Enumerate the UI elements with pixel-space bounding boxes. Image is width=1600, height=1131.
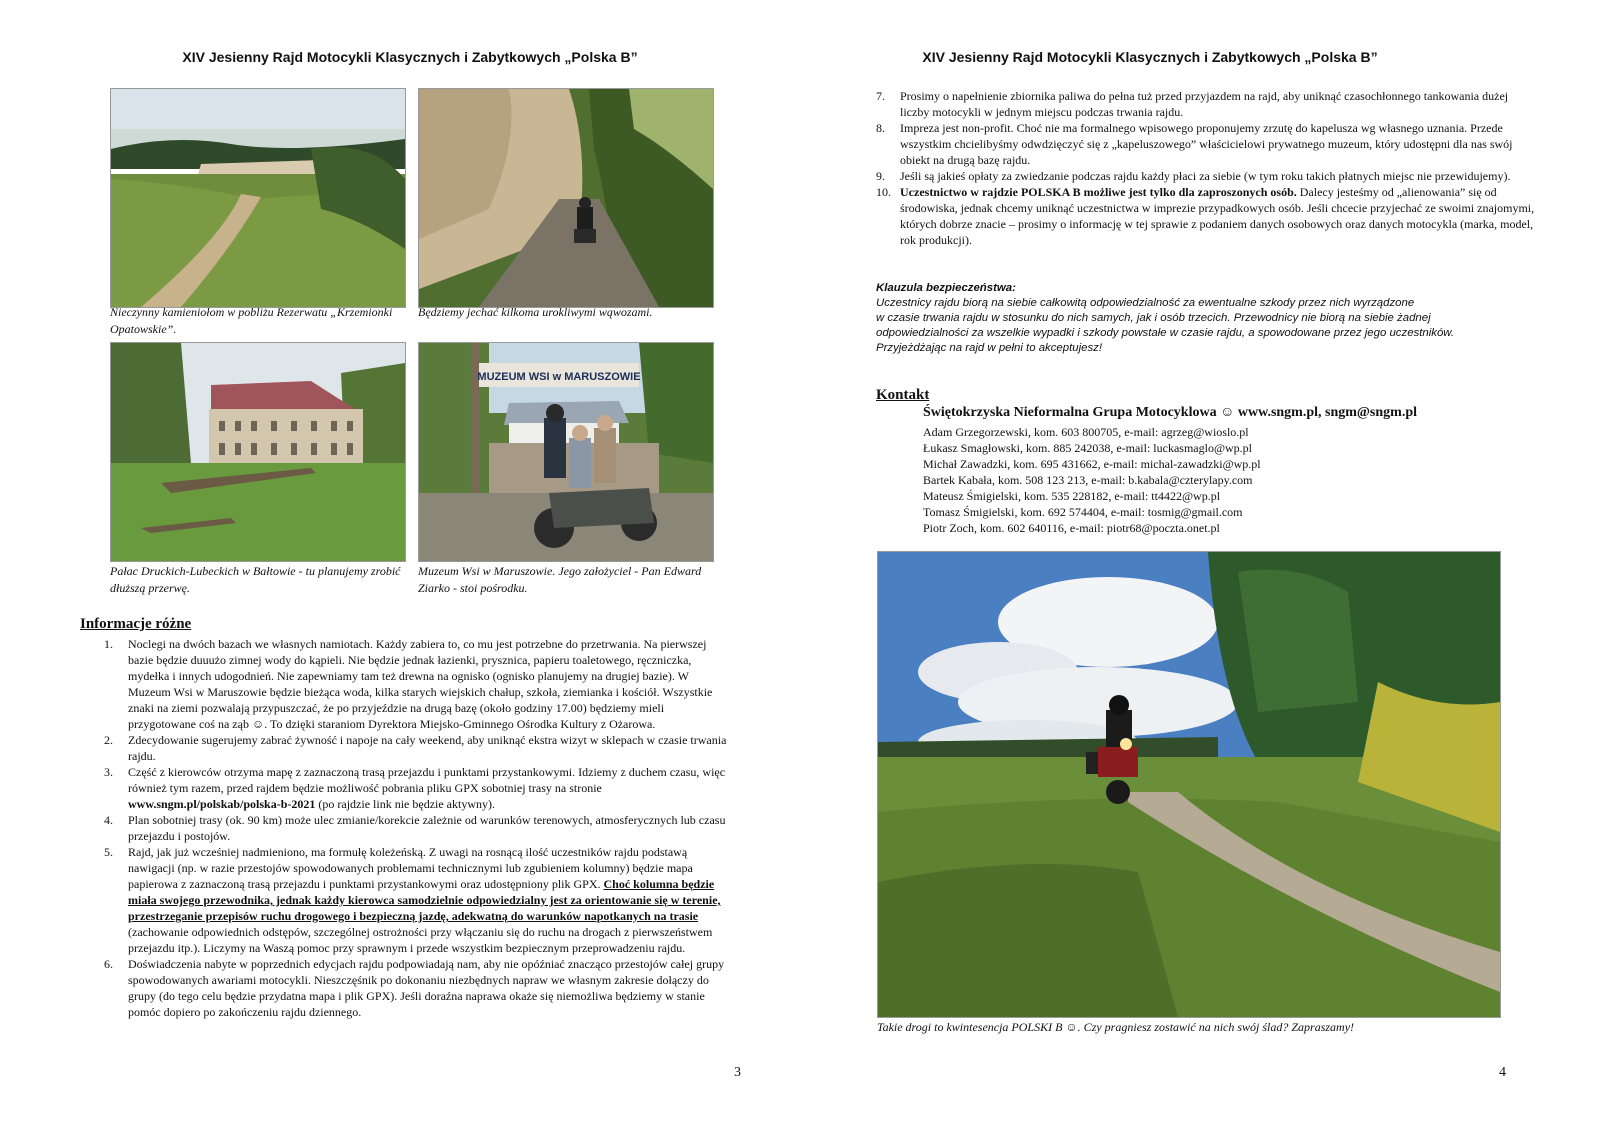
page-4 bbox=[800, 0, 1600, 1131]
list-item: 6. Doświadczenia nabyte w poprzednich edycjach rajdu podpowiadają nam, aby nie opóźniać znacząco przestojów całej grupy spowodowanych awariami motocykli. Nieszczęśnik po dokonaniu niezbędnych napraw we własnym zakresie dołączy do grupy (do tego celu będzie przydatna mapa i plik GPX). Jeśli doraźna naprawa okaże się niemożliwa będziemy w stanie pomóc dopiero po zakończeniu rajdu dziennego. bbox=[104, 957, 725, 1019]
safety-clause-line: w czasie trwania rajdu w stosunku do nich samych, jak i osób trzecich. Przewodnicy nie biorą na siebie żadnej bbox=[876, 312, 1431, 324]
safety-clause-title: Klauzula bezpieczeństwa: bbox=[876, 282, 1016, 294]
photo-museum bbox=[418, 342, 714, 562]
page-4-title: XIV Jesienny Rajd Motocykli Klasycznych i Zabytkowych „Polska B” bbox=[922, 49, 1378, 65]
list-item: 5. Rajd, jak już wcześniej nadmieniono, ma formułę koleżeńską. Z uwagi na rosnącą ilość uczestników rajdu podstawą nawigacji (np. w razie przestojów spowodowanych problemami technicznymi lub zgubieniem kolumny) będzie mapa papierowa z zaznaczoną trasą przejazdu i punktami przystankowymi oraz udostępniony plik GPX. Choć kolumna będzie miała swojego przewodnika, jednak każdy kierowca samodzielnie odpowiedzialny jest za orientowanie się w terenie, przestrzeganie przepisów ruchu drogowego i bezpieczną jazdę, adekwatną do warunków napotkanych na trasie (zachowanie odpowiednich odstępów, szczególnej ostrożności przy włączaniu się do ruchu na drogach z pierwszeństwem przejazdu itp.). Liczymy na Waszą pomoc przy sprawnym i przede wszystkim bezpiecznym przeprowadzeniu rajdu. bbox=[104, 845, 721, 955]
list-item: 7. Prosimy o napełnienie zbiornika paliwa do pełna tuż przed przyjazdem na rajd, aby uniknąć czasochłonnego tankowania dużej liczby motocykli w jednym miejscu podczas trwania rajdu. bbox=[876, 89, 1509, 119]
contact-organization: Świętokrzyska Nieformalna Grupa Motocyklowa ☺ www.sngm.pl, sngm@sngm.pl bbox=[923, 405, 1418, 420]
safety-clause-line: Przyjeżdżając na rajd w pełni to akceptujesz! bbox=[876, 342, 1103, 354]
photo-quarry-caption: Nieczynny kamieniołom w pobliżu Rezerwatu „Krzemionki Opatowskie”. bbox=[110, 305, 393, 336]
safety-clause bbox=[876, 281, 1556, 356]
contact-item: Tomasz Śmigielski, kom. 692 574404, e-mail: tosmig@gmail.com bbox=[923, 505, 1243, 519]
list-item: 10. Uczestnictwo w rajdzie POLSKA B możliwe jest tylko dla zaproszonych osób. Dalecy jesteśmy od „alienowania” się od środowiska, jednak chcemy uniknąć uczestnictwa w imprezie przypadkowych osób. Jeśli chcecie przyjechać ze swoimi znajomymi, których dobrze znacie – prosimy o informację w tej sprawie z podaniem danych osobowych oraz danych motocykla (marka, model, rok produkcji). bbox=[876, 185, 1535, 247]
contact-item: Piotr Zoch, kom. 602 640116, e-mail: piotr68@poczta.onet.pl bbox=[923, 521, 1220, 535]
photo-palace-caption: Pałac Druckich-Lubeckich w Bałtowie - tu planujemy zrobić dłuższą przerwę. bbox=[110, 564, 401, 595]
list-item: 8. Impreza jest non-profit. Choć nie ma formalnego wpisowego proponujemy zrzutę do kapelusza wg własnego uznania. Przede wszystkim chcielibyśmy odwdzięczyć się z „kapeluszowego” właścicielowi prywatnego muzeum, który udostępni dla nas swój obiekt na drugą bazę rajdu. bbox=[876, 121, 1513, 167]
safety-clause-line: Uczestnicy rajdu biorą na siebie całkowitą odpowiedzialność za ewentualne szkody przez nich wyrządzone bbox=[876, 297, 1415, 309]
photo-palace bbox=[110, 342, 406, 562]
list-item: 1. Noclegi na dwóch bazach we własnych namiotach. Każdy zabiera to, co mu jest potrzebne do przetrwania. Na pierwszej bazie będzie duuużo zimnej wody do kąpieli. Nie będzie jednak łazienki, prysznica, papieru toaletowego, ręczniczka, mydełka i innych udogodnień. Nie zapewniamy tam też drewna na ognisko (ognisko planujemy na drugiej bazie). W Muzeum Wsi w Maruszowie będzie bieżąca woda, kilka starych wiejskich chałup, szkoła, ziemianka i kościół. Wszystkie znaki na ziemi pozwalają przypuszczać, że po przyjeździe na drugą bazę (około godziny 17.00) będziemy mieli przygotowane coś na ząb ☺. To dzięki staraniom Dyrektora Miejsko-Gminnego Ośrodka Kultury z Ożarowa. bbox=[104, 637, 713, 731]
section-heading-informacje: Informacje różne bbox=[80, 616, 192, 632]
contact-item: Łukasz Smagłowski, kom. 885 242038, e-mail: luckasmaglo@wp.pl bbox=[923, 441, 1253, 455]
contact-item: Mateusz Śmigielski, kom. 535 228182, e-mail: tt4422@wp.pl bbox=[923, 489, 1221, 503]
photo-dirt-road-caption: Takie drogi to kwintesencja POLSKI B ☺. Czy pragniesz zostawić na nich swój ślad? Zapraszamy! bbox=[877, 1020, 1355, 1034]
page-number: 4 bbox=[1499, 1065, 1506, 1080]
page-number: 3 bbox=[734, 1065, 741, 1080]
info-list bbox=[80, 636, 730, 1020]
contact-item: Bartek Kabała, kom. 508 123 213, e-mail: b.kabala@czterylapy.com bbox=[923, 473, 1253, 487]
contact-list bbox=[923, 424, 1261, 536]
photo-ravine-caption: Będziemy jechać kilkoma urokliwymi wąwozami. bbox=[418, 305, 653, 319]
info-list-continued bbox=[852, 88, 1540, 248]
safety-emphasis: Choć kolumna będzie miała swojego przewodnika, jednak każdy kierowca samodzielnie odpowiedzialny jest za orientowanie się w terenie, przestrzeganie przepisów ruchu drogowego i bezpieczną jazdę, adekwatną do warunków napotkanych na trasie bbox=[128, 877, 721, 923]
photo-ravine bbox=[418, 88, 714, 308]
photo-museum-caption: Muzeum Wsi w Maruszowie. Jego założyciel - Pan Edward Ziarko - stoi pośrodku. bbox=[418, 564, 702, 595]
list-item: 9. Jeśli są jakieś opłaty za zwiedzanie podczas rajdu każdy płaci za siebie (w tym roku takich płatnych miejsc nie przewidujemy). bbox=[876, 169, 1511, 183]
gpx-link[interactable]: www.sngm.pl/polskab/polska-b-2021 bbox=[128, 797, 316, 811]
photo-dirt-road bbox=[877, 551, 1501, 1018]
contact-heading: Kontakt bbox=[876, 387, 930, 403]
list-item: 4. Plan sobotniej trasy (ok. 90 km) może ulec zmianie/korekcie zależnie od warunków terenowych, atmosferycznych lub czasu przejazdu i postojów. bbox=[104, 813, 726, 843]
list-item: 3. Część z kierowców otrzyma mapę z zaznaczoną trasą przejazdu i punktami przystankowymi. Idziemy z duchem czasu, więc również tym razem, przed rajdem będzie możliwość pobrania pliku GPX sobotniej trasy na stronie www.sngm.pl/polskab/polska-b-2021 (po rajdzie link nie będzie aktywny). bbox=[104, 765, 726, 811]
list-item: 2. Zdecydowanie sugerujemy zabrać żywność i napoje na cały weekend, aby uniknąć ekstra wizyt w sklepach w czasie trwania rajdu. bbox=[104, 733, 727, 763]
museum-sign-text: MUZEUM WSI w MARUSZOWIE bbox=[477, 371, 641, 383]
contact-item: Michał Zawadzki, kom. 695 431662, e-mail: michal-zawadzki@wp.pl bbox=[923, 457, 1261, 471]
page-3-title: XIV Jesienny Rajd Motocykli Klasycznych i Zabytkowych „Polska B” bbox=[182, 49, 638, 65]
contact-item: Adam Grzegorzewski, kom. 603 800705, e-mail: agrzeg@wioslo.pl bbox=[923, 425, 1249, 439]
photo-quarry bbox=[110, 88, 406, 308]
safety-clause-line: odpowiedzialności za wszelkie wypadki i szkody powstałe w czasie rajdu, a spowodowane przez jego uczestników. bbox=[876, 327, 1455, 339]
